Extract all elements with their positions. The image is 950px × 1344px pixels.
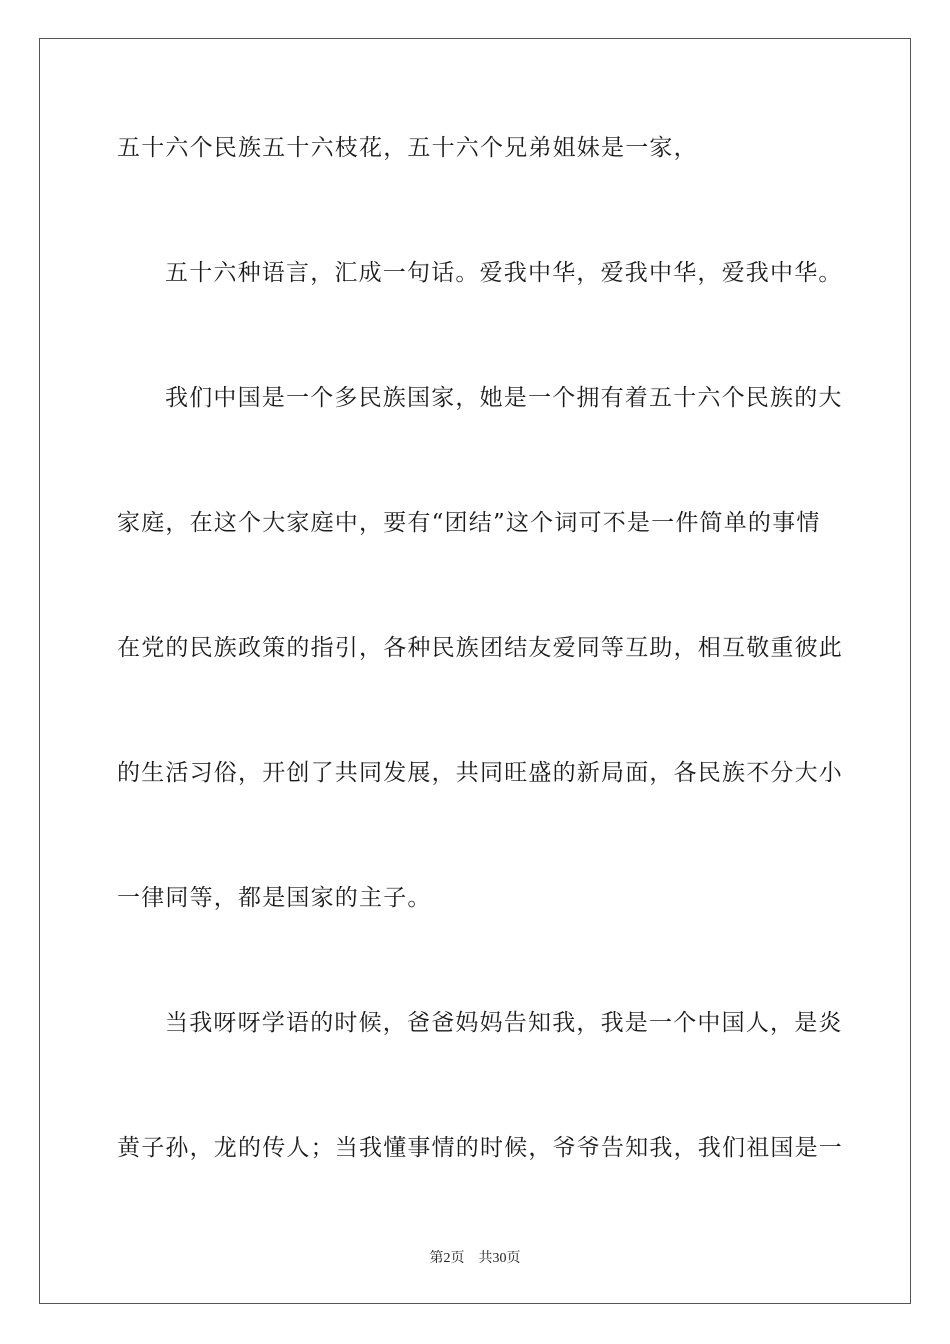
page-number-footer: 第2页 共30页	[429, 1251, 521, 1266]
text-line: 家庭，在这个大家庭中，要有“团结”这个词可不是一件简单的事情	[117, 510, 821, 536]
text-line: 在党的民族政策的指引，各种民族团结友爱同等互助，相互敬重彼此	[117, 635, 843, 661]
page-border	[39, 38, 911, 1304]
text-line: 的生活习俗，开创了共同发展，共同旺盛的新局面，各民族不分大小	[117, 760, 843, 786]
text-line: 我们中国是一个多民族国家，她是一个拥有着五十六个民族的大	[165, 385, 843, 411]
text-line: 一律同等，都是国家的主子。	[117, 885, 432, 911]
text-line: 当我呀呀学语的时候，爸爸妈妈告知我，我是一个中国人，是炎	[165, 1010, 843, 1036]
text-line: 黄子孙，龙的传人；当我懂事情的时候，爷爷告知我，我们祖国是一	[117, 1135, 843, 1161]
text-line: 五十六个民族五十六枝花，五十六个兄弟姐妹是一家，	[117, 135, 698, 161]
text-line: 五十六种语言，汇成一句话。爱我中华，爱我中华，爱我中华。	[165, 260, 843, 286]
